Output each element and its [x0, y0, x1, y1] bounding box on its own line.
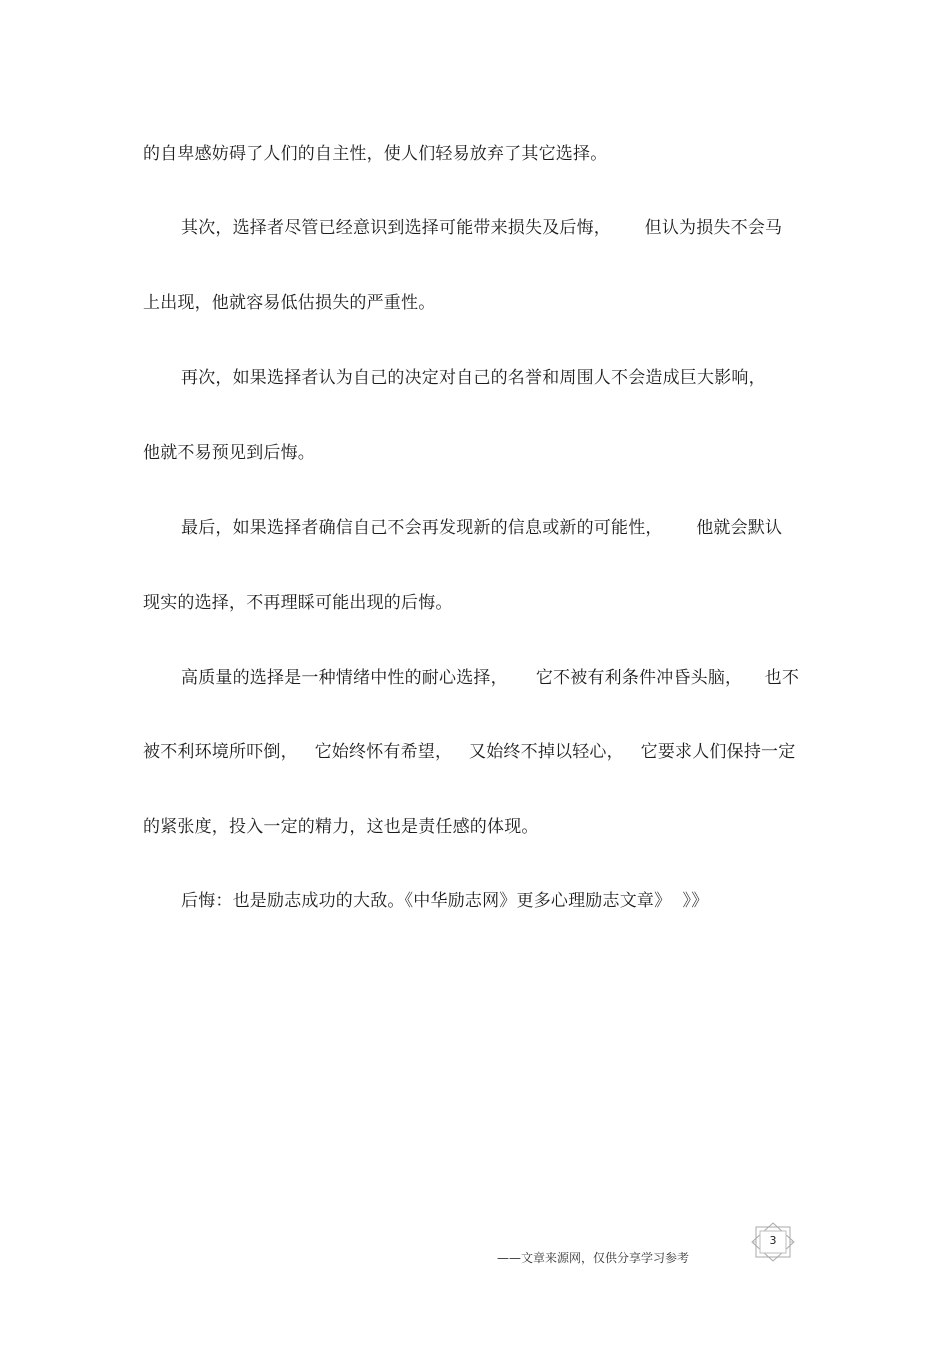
- text-line-10: 的紧张度，投入一定的精力，这也是责任感的体现。: [143, 817, 539, 837]
- text-line-11: 后悔：也是励志成功的大敌。《中华励志网》更多心理励志文章》 》》: [181, 891, 709, 911]
- text-line-6: 最后，如果选择者确信自己不会再发现新的信息或新的可能性， 他就会默认: [181, 518, 783, 538]
- text-line-9: 被不利环境所吓倒， 它始终怀有希望， 又始终不掉以轻心， 它要求人们保持一定: [143, 742, 796, 762]
- footer-source-note: ——文章来源网，仅供分享学习参考: [497, 1251, 690, 1265]
- page-number-badge: [750, 1222, 796, 1262]
- text-line-5: 他就不易预见到后悔。: [143, 443, 315, 463]
- text-line-7: 现实的选择，不再理睬可能出现的后悔。: [143, 593, 453, 613]
- text-line-4: 再次，如果选择者认为自己的决定对自己的名誉和周围人不会造成巨大影响，: [181, 368, 766, 388]
- text-line-2: 其次，选择者尽管已经意识到选择可能带来损失及后悔， 但认为损失不会马: [181, 218, 783, 238]
- text-line-1: 的自卑感妨碍了人们的自主性，使人们轻易放弃了其它选择。: [143, 144, 608, 164]
- text-line-8: 高质量的选择是一种情绪中性的耐心选择， 它不被有利条件冲昏头脑， 也不: [181, 668, 800, 688]
- text-line-3: 上出现，他就容易低估损失的严重性。: [143, 293, 436, 313]
- page-number: 3: [769, 1234, 777, 1247]
